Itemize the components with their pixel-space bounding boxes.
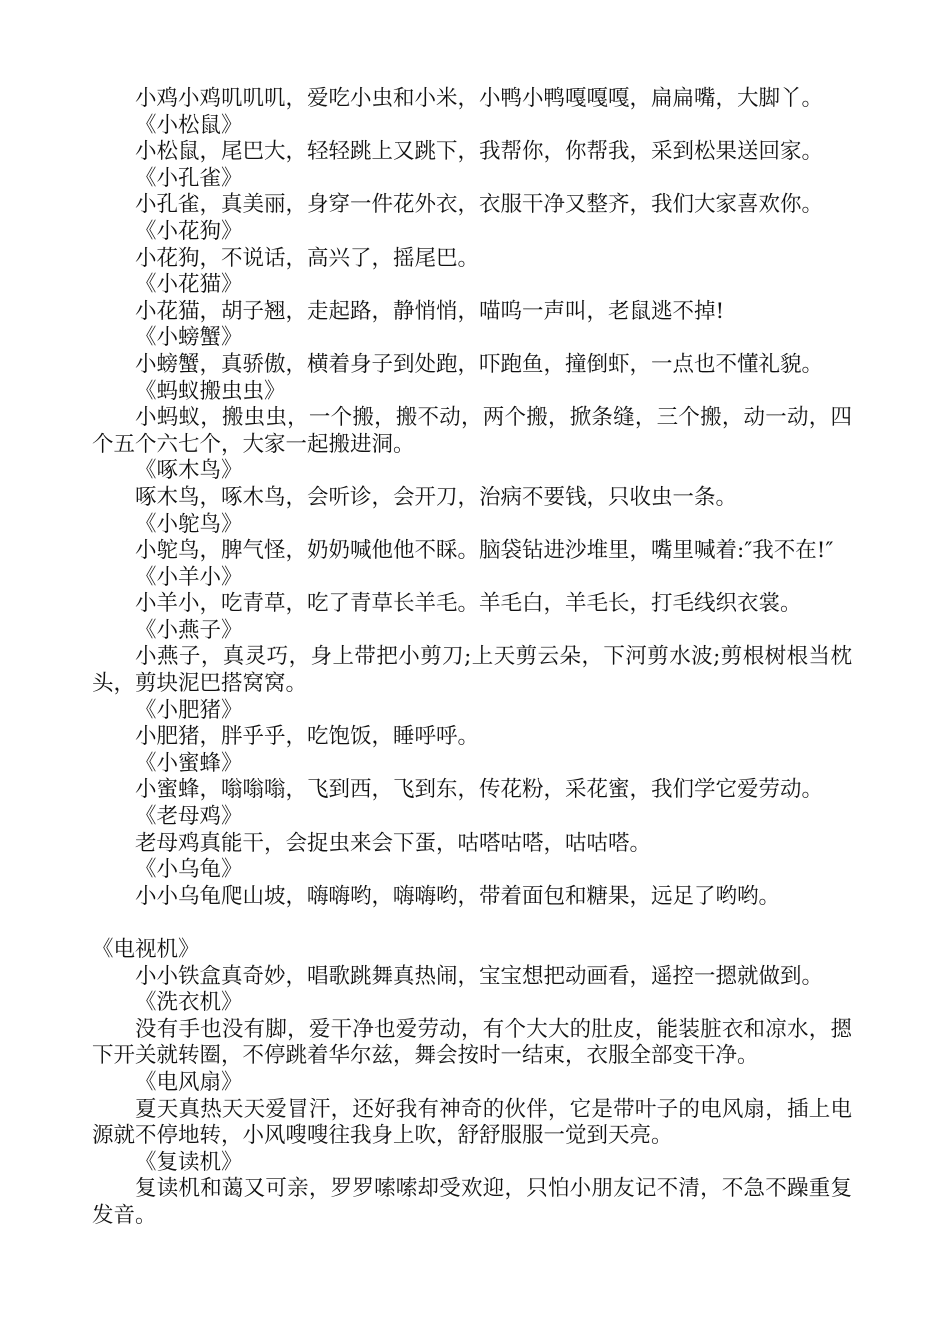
poem-text: 小鸵鸟，脾气怪，奶奶喊他他不睬。脑袋钻进沙堆里，嘴里喊着:″我不在!″ xyxy=(135,538,834,564)
poem-title: 《小花狗》 xyxy=(135,218,243,244)
poem-text: 复读机和蔼又可亲，罗罗嗦嗦却受欢迎，只怕小朋友记不清，不急不躁重复发音。 xyxy=(92,1176,852,1228)
poem-text: 小蜜蜂，嗡嗡嗡，飞到西，飞到东，传花粉，采花蜜，我们学它爱劳动。 xyxy=(135,777,824,803)
poem-text: 小鸡小鸡叽叽叽，爱吃小虫和小米，小鸭小鸭嘎嘎嘎，扁扁嘴，大脚丫。 xyxy=(135,86,824,111)
poem-text: 小蚂蚁，搬虫虫，一个搬，搬不动，两个搬，掀条缝，三个搬，动一动，四个五个六七个，大家一起搬进洞。 xyxy=(92,405,852,457)
poem-title: 《小鸵鸟》 xyxy=(135,511,243,537)
poem-text: 啄木鸟，啄木鸟，会听诊，会开刀，治病不要钱，只收虫一条。 xyxy=(135,484,738,510)
poem-title: 《小花猫》 xyxy=(135,272,243,298)
poem-title: 《小孔雀》 xyxy=(135,165,243,191)
poem-title: 《电风扇》 xyxy=(135,1069,243,1095)
poem-title: 《小肥猪》 xyxy=(135,697,243,723)
poem-text: 老母鸡真能干，会捉虫来会下蛋，咕嗒咕嗒，咕咕嗒。 xyxy=(135,830,652,856)
poem-text: 没有手也没有脚，爱干净也爱劳动，有个大大的肚皮，能装脏衣和凉水，摁下开关就转圈，不停跳着华尔兹，舞会按时一结束，衣服全部变干净。 xyxy=(92,1016,852,1069)
document-body xyxy=(92,86,852,1230)
poem-title: 《小螃蟹》 xyxy=(135,325,243,351)
poem-text: 小花猫，胡子翘，走起路，静悄悄，喵呜一声叫，老鼠逃不掉! xyxy=(135,298,725,324)
poem-text: 夏天真热天天爱冒汗，还好我有神奇的伙伴，它是带叶子的电风扇，插上电源就不停地转，小风嗖嗖往我身上吹，舒舒服服一觉到天亮。 xyxy=(92,1096,852,1149)
poem-text: 小燕子，真灵巧，身上带把小剪刀;上天剪云朵，下河剪水波;剪根树根当枕头，剪块泥巴搭窝窝。 xyxy=(92,644,852,697)
poem-title: 《小乌龟》 xyxy=(135,857,243,883)
section-title: 《电视机》 xyxy=(92,937,200,962)
poem-title: 《小羊小》 xyxy=(135,564,243,590)
poem-text: 小花狗，不说话，高兴了，摇尾巴。 xyxy=(135,245,480,271)
poem-text: 小孔雀，真美丽，身穿一件花外衣，衣服干净又整齐，我们大家喜欢你。 xyxy=(135,192,824,218)
poem-text: 小小铁盒真奇妙，唱歌跳舞真热闹，宝宝想把动画看，遥控一摁就做到。 xyxy=(135,963,824,989)
poem-title: 《啄木鸟》 xyxy=(135,458,243,484)
poem-text: 小羊小，吃青草，吃了青草长羊毛。羊毛白，羊毛长，打毛线织衣裳。 xyxy=(135,591,802,617)
poem-title: 《小松鼠》 xyxy=(135,112,243,138)
poem-title: 《蚂蚁搬虫虫》 xyxy=(135,378,286,404)
poem-text: 小小乌龟爬山坡，嗨嗨哟，嗨嗨哟，带着面包和糖果，远足了哟哟。 xyxy=(135,883,781,909)
poem-title: 《小蜜蜂》 xyxy=(135,750,243,776)
poem-title: 《复读机》 xyxy=(135,1149,243,1175)
poem-text: 小松鼠，尾巴大，轻轻跳上又跳下，我帮你，你帮我，采到松果送回家。 xyxy=(135,139,824,165)
poem-title: 《老母鸡》 xyxy=(135,804,243,830)
poem-text: 小肥猪，胖乎乎，吃饱饭，睡呼呼。 xyxy=(135,724,480,750)
blank-line xyxy=(92,910,852,937)
poem-text: 小螃蟹，真骄傲，横着身子到处跑，吓跑鱼，撞倒虾，一点也不懂礼貌。 xyxy=(135,351,824,377)
poem-title: 《小燕子》 xyxy=(135,617,243,643)
poem-title: 《洗衣机》 xyxy=(135,990,243,1016)
